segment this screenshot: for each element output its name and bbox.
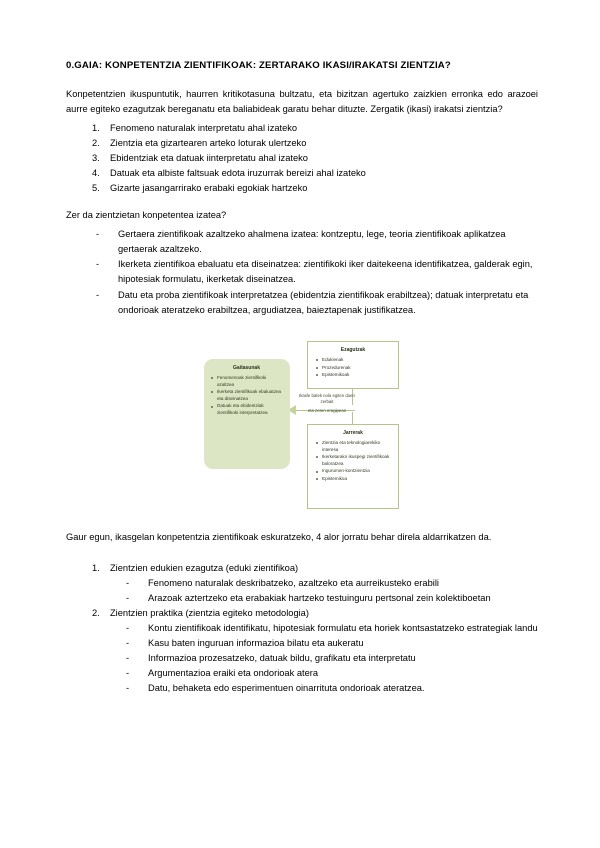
- area-list-item: [66, 606, 538, 621]
- page-title: 0.GAIA: KONPETENTZIA ZIENTIFIKOAK: ZERTARAKO IKASI/IRAKATSI ZIENTZIA?: [66, 60, 451, 71]
- sub-item-dash: -: [126, 577, 130, 588]
- today-paragraph: Gaur egun, ikasgelan konpetentzia zientifikoak eskuratzeko, 4 alor jorratu behar direla aldarrikatzen da.: [66, 531, 492, 542]
- list-item: [66, 621, 538, 636]
- list-item-dash: -: [96, 229, 100, 240]
- diagram-bullet: Epistemikoa: [315, 476, 391, 483]
- sub-item-text: Kontu zientifikoak identifikatu, hipotesiak formulatu eta horiek kontsastatzeko estrategiak landu: [148, 622, 538, 633]
- reasons-list: [66, 121, 538, 196]
- list-item: [66, 681, 538, 696]
- area-heading: Zientzien praktika (zientzia egiteko metodologia): [110, 607, 309, 618]
- list-item-number: 1.: [92, 123, 100, 134]
- diagram-box-gaitasunak-title: Gaitasunak: [233, 364, 260, 371]
- list-item-dash: -: [96, 289, 100, 300]
- area-list-item: [66, 561, 538, 576]
- sub-item-dash: -: [126, 637, 130, 648]
- diagram-bullet: Fenomenoak zientifikoki azaltzea: [210, 375, 283, 388]
- arrow-label-line2: eta zeren eragipean: [307, 408, 347, 414]
- diagram-box-ezagutzak-title: Ezagutzak: [340, 346, 366, 353]
- diagram-box-ezagutzak: [307, 341, 399, 389]
- diagram-bullet: Datuak eta ebidentziak zientifikoki interpretatzea: [210, 403, 283, 416]
- list-item-text: Datuak eta albiste faltsuak edota iruzurrak bereizi ahal izateko: [110, 168, 366, 179]
- competence-question: Zer da zientzietan konpetentea izatea?: [66, 210, 227, 221]
- area-number: 1.: [92, 562, 100, 573]
- list-item: [66, 576, 538, 591]
- sub-item-dash: -: [126, 683, 130, 694]
- list-item-text: Fenomeno naturalak interpretatu ahal izateko: [110, 123, 298, 134]
- area-heading: Zientzien edukien ezagutza (eduki zientifikoa): [110, 562, 299, 573]
- diagram-box-gaitasunak: [204, 359, 290, 469]
- sub-item-dash: -: [126, 592, 130, 603]
- list-item: [66, 651, 538, 666]
- list-item: [66, 136, 538, 151]
- diagram-bullet: Epistemikoak: [315, 372, 391, 379]
- list-item: [66, 121, 538, 136]
- diagram-bullet: Edukienak: [315, 357, 391, 364]
- sub-item-dash: -: [126, 667, 130, 678]
- list-item-text: Gizarte jasangarrirako erabaki egokiak hartzeko: [110, 183, 308, 194]
- list-item-number: 4.: [92, 168, 100, 179]
- diagram-bullet: Ingurumen-kontzientzia: [315, 468, 391, 475]
- arrow-label-line1: Ikasle batek nola egiten duen zerbait: [299, 392, 355, 404]
- list-item-text: Ebidentziak eta datuak iinterpretatu ahal izateko: [110, 153, 308, 164]
- list-item-number: 3.: [92, 153, 100, 164]
- intro-paragraph: Konpetentzien ikuspuntutik, haurren kritikotasuna bultzatu, eta bizitzan agertuko zaizkien erronka edo arazoei aurre egiteko ezagutzak bereganatu eta baliabideak garatu behar dituzte. Zergatik (ikasi) irakatsi zientzia?: [66, 88, 538, 114]
- list-item-text: Zientzia eta gizartearen arteko loturak ulertzeko: [110, 138, 307, 149]
- list-item: [66, 227, 538, 257]
- diagram-box-jarrerak-items: [315, 440, 391, 483]
- sub-item-text: Kasu baten inguruan informazioa bilatu eta aukeratu: [148, 637, 364, 648]
- list-item: [66, 666, 538, 681]
- list-item-number: 2.: [92, 138, 100, 149]
- sub-item-text: Fenomeno naturalak deskribatzeko, azaltzeko eta aurreikusteko erabili: [148, 577, 439, 588]
- list-item: [66, 636, 538, 651]
- list-item-text: Ikerketa zientifikoa ebaluatu eta diseinatzea: zientifikoki iker daitekeena identifikatzea, galderak egin, hipotesiak formulatu, ikerketak diseinatzea.: [118, 259, 533, 285]
- list-item: [66, 591, 538, 606]
- list-item-text: Gertaera zientifikoak azaltzeko ahalmena izatea: kontzeptu, lege, teoria zientifikoak aplikatzea gertaerak azaltzeko.: [118, 229, 506, 255]
- list-item: [66, 151, 538, 166]
- diagram-bullet: Zientzia eta teknologiarekiko interesa: [315, 440, 391, 453]
- sub-item-text: Arazoak aztertzeko eta erabakiak hartzeko testuinguru pertsonal zein kolektiboetan: [148, 592, 491, 603]
- diagram-box-jarrerak-title: Jarrerak: [343, 429, 363, 436]
- list-item: [66, 257, 538, 287]
- sub-item-text: Informazioa prozesatzeko, datuak bildu, grafikatu eta interpretatu: [148, 652, 416, 663]
- competence-diagram: [0, 334, 600, 514]
- area-sub-list: [66, 621, 538, 696]
- list-item-dash: -: [96, 259, 100, 270]
- sub-item-dash: -: [126, 652, 130, 663]
- diagram-bullet: Ikerketarako ikuspegi zientifikoak baloratzea: [315, 454, 391, 467]
- area-number: 2.: [92, 607, 100, 618]
- diagram-box-gaitasunak-items: [210, 375, 283, 417]
- diagram-arrow-label: [296, 393, 358, 415]
- list-item: [66, 181, 538, 196]
- list-item-text: Datu eta proba zientifikoak interpretatzea (ebidentzia zientifikoak erabiltzea); datuak interpretatu eta ondorioak ateratzeko erabiltzea, argudiatzea, baieztapenak justifikatzea.: [118, 289, 529, 315]
- area-sub-list: [66, 576, 538, 606]
- areas-list: [66, 561, 538, 696]
- list-item-number: 5.: [92, 183, 100, 194]
- diagram-box-ezagutzak-items: [315, 357, 391, 379]
- sub-item-text: Datu, behaketa edo esperimentuen oinarrituta ondorioak ateratzea.: [148, 683, 425, 694]
- competence-list: [66, 227, 538, 317]
- diagram-bullet: Prozedurenak: [315, 365, 391, 372]
- sub-item-text: Argumentazioa eraiki eta ondorioak atera: [148, 667, 319, 678]
- list-item: [66, 166, 538, 181]
- diagram-box-jarrerak: [307, 424, 399, 509]
- list-item: [66, 288, 538, 318]
- sub-item-dash: -: [126, 622, 130, 633]
- diagram-bullet: Ikerketa zientifikoak ebaluatzea eta diseinatzea: [210, 389, 283, 402]
